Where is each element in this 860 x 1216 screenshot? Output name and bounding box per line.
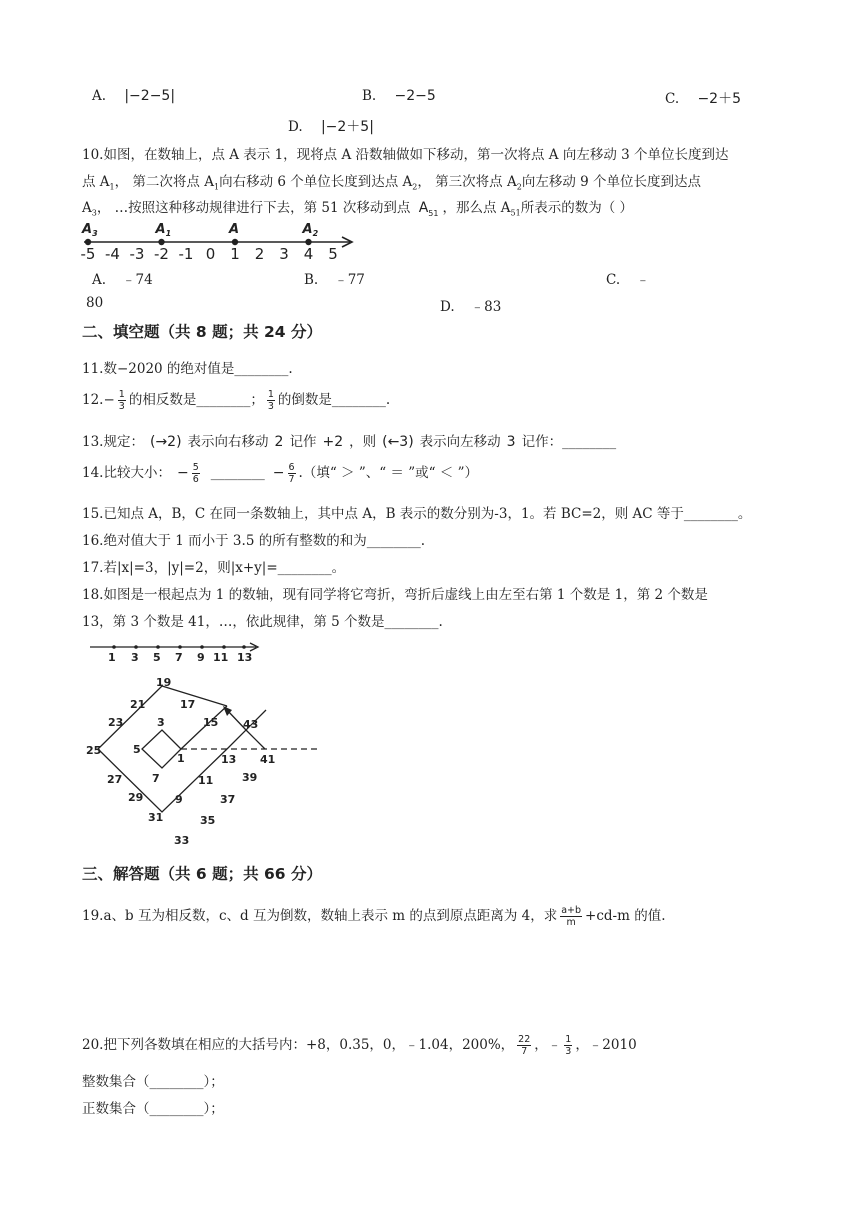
option-text: −2−5 xyxy=(394,88,436,104)
option-text: ﹣ xyxy=(636,272,650,288)
option-text: ﹣74 xyxy=(122,272,153,288)
svg-text:39: 39 xyxy=(242,771,258,784)
q13: 13.规定： (→2) 表示向右移动 2 记作 +2 ，则 (←3) 表示向左移动 3 记作：________ xyxy=(82,434,617,450)
q10-option-c xyxy=(606,268,650,288)
option-label: C. xyxy=(606,272,621,288)
svg-text:5: 5 xyxy=(153,651,161,664)
point-label: A xyxy=(229,222,240,237)
q15: 15.已知点 A，B，C 在同一条数轴上，其中点 A，B 表示的数分别为-3，1。若 BC=2，则 AC 等于________。 xyxy=(82,506,752,522)
section-heading-solve: 三、解答题（共 6 题；共 66 分） xyxy=(82,865,322,883)
axis-tick-label: -2 xyxy=(154,245,169,263)
q18-line2: 13，第 3 个数是 41，…，依此规律，第 5 个数是________. xyxy=(82,614,443,630)
q16: 16.绝对值大于 1 而小于 3.5 的所有整数的和为________. xyxy=(82,533,425,549)
axis-tick-label: 1 xyxy=(230,245,240,263)
q9-option-d xyxy=(288,116,374,136)
q18-line1: 18.如图是一根起点为 1 的数轴，现有同学将它弯折，弯折后虚线上由左至右第 1 个数是 1，第 2 个数是 xyxy=(82,587,708,603)
q9-option-c xyxy=(665,88,741,108)
option-text: ﹣77 xyxy=(334,272,365,288)
axis-tick-label: 2 xyxy=(254,245,265,263)
option-label: A. xyxy=(92,272,107,288)
svg-text:3: 3 xyxy=(157,716,165,729)
axis-tick-label: -4 xyxy=(105,245,120,263)
svg-text:33: 33 xyxy=(174,834,190,847)
svg-text:25: 25 xyxy=(86,744,102,757)
svg-text:29: 29 xyxy=(128,791,144,804)
svg-text:7: 7 xyxy=(175,651,183,664)
svg-text:41: 41 xyxy=(260,753,276,766)
option-label: D. xyxy=(288,119,303,135)
axis-tick-label: 4 xyxy=(303,245,314,263)
svg-text:9: 9 xyxy=(175,793,183,806)
axis-tick-label: -1 xyxy=(178,245,194,263)
q10-number-line-figure xyxy=(80,214,370,264)
axis-tick-label: 5 xyxy=(328,245,338,263)
svg-text:35: 35 xyxy=(200,814,216,827)
option-text: |−2−5| xyxy=(124,88,176,104)
q10-option-c-cont: 80 xyxy=(86,295,104,311)
number-line-point xyxy=(158,239,164,245)
axis-tick-label: 3 xyxy=(279,245,289,263)
point-label: $A_2$ xyxy=(302,222,319,238)
q10-option-b xyxy=(304,268,365,288)
option-label: B. xyxy=(304,272,319,288)
svg-text:37: 37 xyxy=(220,793,236,806)
q10-stem-line3: $A_3$， …按照这种移动规律进行下去，第 51 次移动到点 $A_{51}$ ，那么点 $A_{51}$所表示的数为（ ） xyxy=(82,200,633,218)
svg-text:11: 11 xyxy=(198,774,214,787)
svg-text:31: 31 xyxy=(148,811,164,824)
svg-text:1: 1 xyxy=(177,752,185,765)
option-label: D. xyxy=(440,299,455,315)
point-label: $A_1$ xyxy=(155,222,172,238)
number-line-point xyxy=(85,239,91,245)
q19: 19.a、b 互为相反数，c、d 互为倒数，数轴上表示 m 的点到原点距离为 4，求 $\frac{a+b}{m}$ +cd-m 的值. xyxy=(82,905,666,928)
q10-option-d xyxy=(440,295,501,315)
q18-bent-number-line-figure xyxy=(80,634,332,850)
svg-text:43: 43 xyxy=(243,718,259,731)
axis-tick-label: 0 xyxy=(205,245,216,263)
q10-stem-line2: 点 $A_1$， 第二次将点 $A_1$向右移动 6 个单位长度到达点 $A_2$， 第三次将点 $A_2$向左移动 9 个单位长度到达点 xyxy=(82,174,701,192)
q10-stem-line1: 10.如图，在数轴上，点 A 表示 1，现将点 A 沿数轴做如下移动，第一次将点 A 向左移动 3 个单位长度到达 xyxy=(82,147,729,163)
q20-positive-set: 正数集合（________）； xyxy=(82,1101,224,1117)
q10-option-a xyxy=(92,268,153,288)
number-line-point xyxy=(305,239,311,245)
option-text: ﹣83 xyxy=(470,299,502,315)
svg-text:13: 13 xyxy=(221,753,237,766)
svg-text:15: 15 xyxy=(203,716,219,729)
svg-text:9: 9 xyxy=(197,651,205,664)
svg-text:23: 23 xyxy=(108,716,124,729)
option-label: C. xyxy=(665,91,680,107)
axis-tick-label: -3 xyxy=(129,245,145,263)
svg-text:27: 27 xyxy=(107,773,123,786)
number-line-point xyxy=(232,239,238,245)
svg-text:13: 13 xyxy=(237,651,253,664)
q12: 12.− $\frac{1}{3}$ 的相反数是________； $\frac{1}{3}$ 的倒数是________. xyxy=(82,389,391,412)
axis-tick-label: -5 xyxy=(80,245,96,263)
section-heading-fill-blank: 二、填空题（共 8 题；共 24 分） xyxy=(82,323,322,341)
option-text: |−2＋5| xyxy=(320,119,374,135)
svg-text:19: 19 xyxy=(156,676,172,689)
point-label: $A_3$ xyxy=(82,222,98,238)
option-text: −2＋5 xyxy=(697,91,741,107)
svg-text:7: 7 xyxy=(152,772,160,785)
q9-option-b xyxy=(362,88,436,104)
option-label: B. xyxy=(362,88,377,104)
svg-text:3: 3 xyxy=(131,651,139,664)
q14: 14.比较大小： − $\frac{5}{6}$ ________ − $\frac{6}{7}$ .（填“ ＞ ”、“ ＝ ”或“ ＜ ”） xyxy=(82,462,478,485)
svg-text:21: 21 xyxy=(130,698,146,711)
svg-text:5: 5 xyxy=(133,743,141,756)
svg-text:17: 17 xyxy=(180,698,196,711)
svg-text:1: 1 xyxy=(108,651,116,664)
option-label: A. xyxy=(92,88,107,104)
q11: 11.数−2020 的绝对值是________. xyxy=(82,361,293,377)
q20: 20.把下列各数填在相应的大括号内：+8，0.35，0，﹣1.04，200%， $\frac{22}{7}$ ，﹣ $\frac{1}{3}$ ，﹣2010 xyxy=(82,1034,637,1057)
q9-option-a xyxy=(92,88,175,104)
svg-text:11: 11 xyxy=(213,651,229,664)
q17: 17.若|x|=3，|y|=2，则|x+y|=________。 xyxy=(82,560,346,576)
q20-integer-set: 整数集合（________）； xyxy=(82,1074,224,1090)
